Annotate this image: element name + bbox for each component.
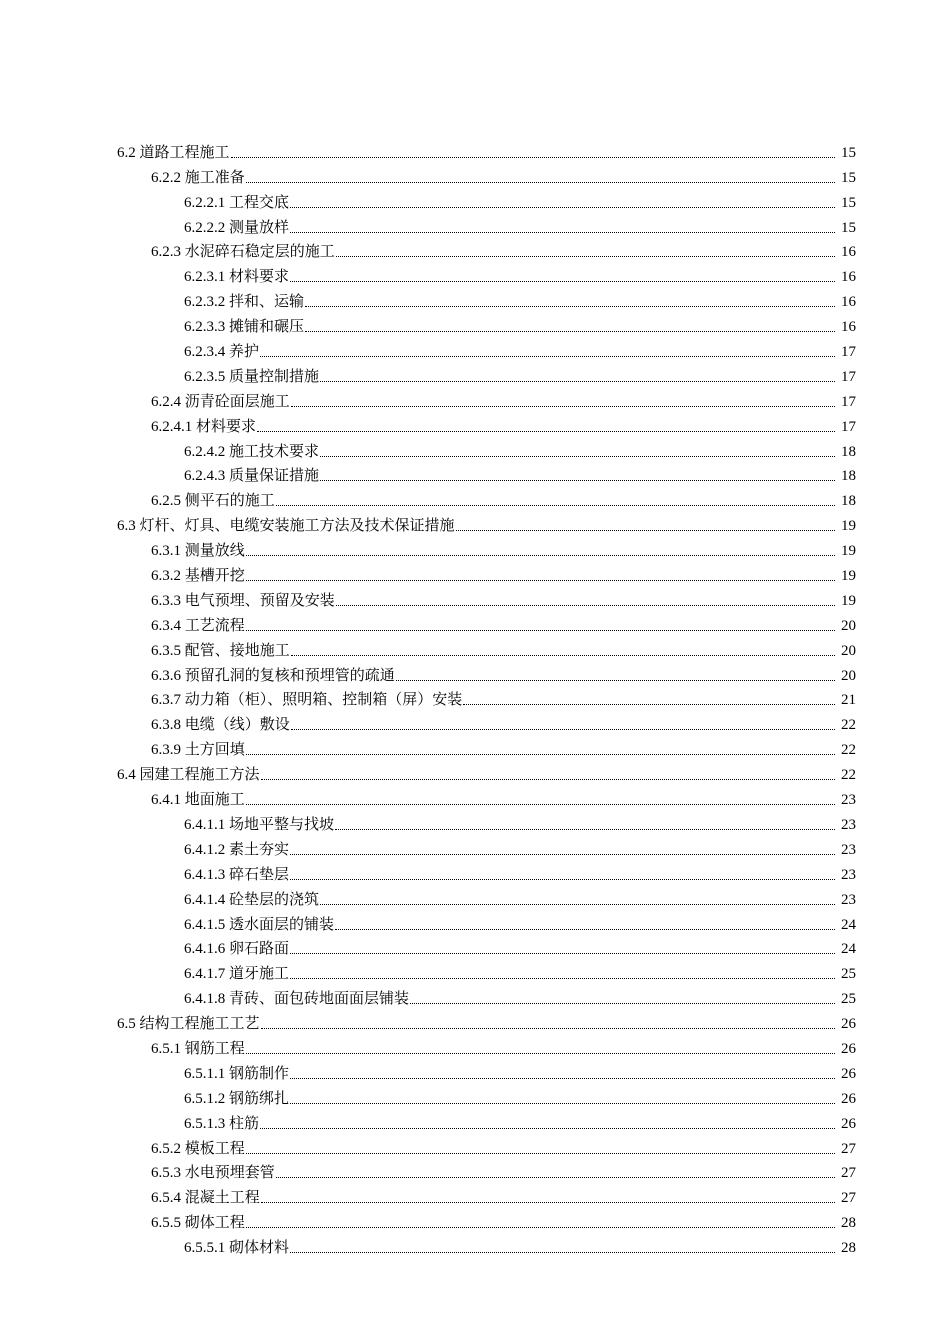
toc-entry-title: 6.5.5 砌体工程 (151, 1215, 245, 1232)
toc-entry[interactable] (0, 1036, 950, 1061)
toc-entry-page-number: 22 (841, 767, 856, 784)
toc-entry[interactable] (0, 663, 950, 688)
toc-entry-title: 6.2.4.1 材料要求 (151, 418, 257, 435)
toc-entry[interactable] (0, 812, 950, 837)
toc-entry-page-number: 20 (841, 667, 856, 684)
toc-entry-title: 6.4.1.2 素土夯实 (184, 841, 290, 858)
toc-entry[interactable] (0, 638, 950, 663)
toc-entry-title: 6.2.3.3 摊铺和碾压 (184, 319, 305, 336)
toc-entry-page-number: 24 (841, 941, 856, 958)
toc-entry[interactable] (0, 787, 950, 812)
toc-entry-title: 6.2.5 侧平石的施工 (151, 493, 275, 510)
toc-entry-title: 6.3.5 配管、接地施工 (151, 642, 290, 659)
dot-leader (261, 1027, 835, 1029)
dot-leader (290, 231, 835, 233)
table-of-contents (0, 140, 950, 1260)
toc-entry-title: 6.4.1 地面施工 (151, 792, 245, 809)
toc-entry-title: 6.2.3.5 质量控制措施 (184, 368, 320, 385)
toc-entry-title: 6.2.4 沥青砼面层施工 (151, 393, 290, 410)
toc-entry[interactable] (0, 190, 950, 215)
dot-leader (291, 405, 835, 407)
dot-leader (261, 1201, 835, 1203)
toc-entry-page-number: 26 (841, 1040, 856, 1057)
toc-entry[interactable] (0, 887, 950, 912)
toc-entry-page-number: 26 (841, 1065, 856, 1082)
dot-leader (290, 206, 835, 208)
toc-entry-title: 6.2.4.2 施工技术要求 (184, 443, 320, 460)
toc-entry-page-number: 25 (841, 966, 856, 983)
toc-entry-page-number: 17 (841, 418, 856, 435)
toc-entry[interactable] (0, 1061, 950, 1086)
toc-entry[interactable] (0, 314, 950, 339)
dot-leader (246, 753, 835, 755)
toc-entry[interactable] (0, 339, 950, 364)
dot-leader (246, 1152, 835, 1154)
dot-leader (290, 1102, 835, 1104)
toc-entry[interactable] (0, 912, 950, 937)
toc-entry-title: 6.3.1 测量放线 (151, 543, 245, 560)
toc-entry[interactable] (0, 488, 950, 513)
dot-leader (246, 181, 835, 183)
toc-entry-page-number: 26 (841, 1115, 856, 1132)
toc-entry-title: 6.4.1.6 卵石路面 (184, 941, 290, 958)
toc-entry-title: 6.2.3 水泥碎石稳定层的施工 (151, 244, 335, 261)
toc-entry[interactable] (0, 1111, 950, 1136)
dot-leader (335, 928, 835, 930)
dot-leader (290, 1251, 835, 1253)
toc-entry-title: 6.3.3 电气预埋、预留及安装 (151, 592, 335, 609)
dot-leader (260, 355, 835, 357)
toc-entry[interactable] (0, 538, 950, 563)
toc-entry-page-number: 23 (841, 792, 856, 809)
toc-entry[interactable] (0, 414, 950, 439)
dot-leader (290, 853, 835, 855)
toc-entry[interactable] (0, 240, 950, 265)
toc-entry-title: 6.2 道路工程施工 (117, 144, 230, 161)
toc-entry[interactable] (0, 464, 950, 489)
dot-leader (320, 455, 835, 457)
toc-entry-page-number: 28 (841, 1240, 856, 1257)
dot-leader (246, 1052, 835, 1054)
toc-entry-page-number: 26 (841, 1090, 856, 1107)
toc-entry-page-number: 20 (841, 617, 856, 634)
toc-entry-title: 6.3.6 预留孔洞的复核和预埋管的疏通 (151, 667, 395, 684)
toc-entry-page-number: 15 (841, 194, 856, 211)
dot-leader (290, 977, 835, 979)
dot-leader (290, 1077, 835, 1079)
toc-entry-title: 6.3.8 电缆（线）敷设 (151, 717, 290, 734)
toc-entry-page-number: 17 (841, 393, 856, 410)
toc-entry[interactable] (0, 961, 950, 986)
toc-entry-title: 6.4.1.3 碎石垫层 (184, 866, 290, 883)
toc-entry[interactable] (0, 937, 950, 962)
toc-entry[interactable] (0, 563, 950, 588)
toc-entry-title: 6.2.3.4 养护 (184, 344, 260, 361)
toc-entry[interactable] (0, 364, 950, 389)
toc-entry[interactable] (0, 1161, 950, 1186)
toc-entry-title: 6.4.1.5 透水面层的铺装 (184, 916, 335, 933)
toc-entry-page-number: 21 (841, 692, 856, 709)
toc-entry-title: 6.4.1.4 砼垫层的浇筑 (184, 891, 320, 908)
toc-entry-title: 6.4.1.8 青砖、面包砖地面面层铺装 (184, 991, 410, 1008)
toc-entry-page-number: 17 (841, 368, 856, 385)
toc-entry-title: 6.2.3.1 材料要求 (184, 269, 290, 286)
toc-entry[interactable] (0, 1086, 950, 1111)
dot-leader (305, 330, 835, 332)
toc-entry-title: 6.3.9 土方回填 (151, 742, 245, 759)
toc-entry-title: 6.5.2 模板工程 (151, 1140, 245, 1157)
toc-entry-title: 6.4.1.7 道牙施工 (184, 966, 290, 983)
toc-entry-page-number: 20 (841, 642, 856, 659)
dot-leader (257, 430, 835, 432)
toc-entry-title: 6.5.1.1 钢筋制作 (184, 1065, 290, 1082)
toc-entry-page-number: 18 (841, 468, 856, 485)
toc-entry[interactable] (0, 389, 950, 414)
toc-entry[interactable] (0, 986, 950, 1011)
toc-entry-page-number: 25 (841, 991, 856, 1008)
toc-entry-page-number: 24 (841, 916, 856, 933)
dot-leader (231, 156, 835, 158)
toc-entry[interactable] (0, 1235, 950, 1260)
toc-entry-page-number: 22 (841, 717, 856, 734)
dot-leader (456, 529, 835, 531)
toc-entry-title: 6.3.2 基槽开挖 (151, 568, 245, 585)
toc-entry-page-number: 16 (841, 244, 856, 261)
dot-leader (335, 828, 835, 830)
dot-leader (410, 1002, 835, 1004)
toc-entry[interactable] (0, 439, 950, 464)
toc-entry-page-number: 18 (841, 443, 856, 460)
toc-entry-title: 6.5.1.3 柱筋 (184, 1115, 260, 1132)
dot-leader (396, 679, 835, 681)
toc-entry-page-number: 15 (841, 219, 856, 236)
toc-entry[interactable] (0, 264, 950, 289)
toc-entry-title: 6.4.1.1 场地平整与找坡 (184, 816, 335, 833)
dot-leader (290, 878, 835, 880)
dot-leader (336, 604, 835, 606)
toc-entry[interactable] (0, 140, 950, 165)
toc-entry[interactable] (0, 737, 950, 762)
toc-entry-page-number: 15 (841, 144, 856, 161)
toc-entry-title: 6.2.4.3 质量保证措施 (184, 468, 320, 485)
dot-leader (290, 952, 835, 954)
dot-leader (291, 728, 835, 730)
toc-entry-title: 6.5.5.1 砌体材料 (184, 1240, 290, 1257)
toc-entry-page-number: 19 (841, 518, 856, 535)
toc-entry-page-number: 23 (841, 816, 856, 833)
toc-entry[interactable] (0, 588, 950, 613)
dot-leader (276, 1176, 835, 1178)
toc-entry-page-number: 15 (841, 169, 856, 186)
toc-entry-page-number: 18 (841, 493, 856, 510)
toc-entry-title: 6.5.1 钢筋工程 (151, 1040, 245, 1057)
toc-entry-page-number: 27 (841, 1165, 856, 1182)
dot-leader (246, 629, 835, 631)
dot-leader (320, 903, 835, 905)
dot-leader (276, 504, 835, 506)
dot-leader (260, 1127, 835, 1129)
toc-entry-title: 6.2.2 施工准备 (151, 169, 245, 186)
toc-entry-page-number: 16 (841, 294, 856, 311)
toc-entry-page-number: 19 (841, 543, 856, 560)
toc-entry[interactable] (0, 1210, 950, 1235)
toc-entry-title: 6.5 结构工程施工工艺 (117, 1016, 260, 1033)
dot-leader (305, 305, 835, 307)
toc-entry-page-number: 26 (841, 1016, 856, 1033)
dot-leader (246, 579, 835, 581)
toc-entry-title: 6.2.2.1 工程交底 (184, 194, 290, 211)
toc-entry-page-number: 22 (841, 742, 856, 759)
toc-entry-page-number: 19 (841, 592, 856, 609)
dot-leader (246, 554, 835, 556)
toc-entry[interactable] (0, 837, 950, 862)
toc-entry-page-number: 23 (841, 841, 856, 858)
toc-entry-title: 6.5.1.2 钢筋绑扎 (184, 1090, 290, 1107)
toc-entry[interactable] (0, 762, 950, 787)
toc-entry[interactable] (0, 215, 950, 240)
dot-leader (246, 803, 835, 805)
toc-entry-title: 6.2.3.2 拌和、运输 (184, 294, 305, 311)
toc-entry[interactable] (0, 513, 950, 538)
toc-entry-title: 6.5.4 混凝土工程 (151, 1190, 260, 1207)
toc-entry[interactable] (0, 1185, 950, 1210)
dot-leader (291, 654, 835, 656)
toc-entry-page-number: 27 (841, 1140, 856, 1157)
toc-entry-title: 6.3.7 动力箱（柜）、照明箱、控制箱（屏）安装 (151, 692, 463, 709)
toc-entry-title: 6.5.3 水电预埋套管 (151, 1165, 275, 1182)
dot-leader (246, 1226, 835, 1228)
toc-entry-page-number: 27 (841, 1190, 856, 1207)
toc-entry-page-number: 17 (841, 344, 856, 361)
toc-entry[interactable] (0, 613, 950, 638)
toc-entry-page-number: 23 (841, 866, 856, 883)
toc-entry-page-number: 16 (841, 319, 856, 336)
toc-entry-page-number: 23 (841, 891, 856, 908)
toc-entry-page-number: 19 (841, 568, 856, 585)
toc-entry[interactable] (0, 712, 950, 737)
toc-entry-title: 6.2.2.2 测量放样 (184, 219, 290, 236)
toc-entry[interactable] (0, 688, 950, 713)
toc-entry[interactable] (0, 165, 950, 190)
toc-entry[interactable] (0, 1136, 950, 1161)
toc-entry-title: 6.3 灯杆、灯具、电缆安装施工方法及技术保证措施 (117, 518, 455, 535)
dot-leader (290, 280, 835, 282)
toc-entry[interactable] (0, 289, 950, 314)
dot-leader (320, 380, 835, 382)
toc-entry-title: 6.4 园建工程施工方法 (117, 767, 260, 784)
dot-leader (261, 778, 835, 780)
toc-entry[interactable] (0, 1011, 950, 1036)
dot-leader (336, 255, 835, 257)
toc-entry[interactable] (0, 862, 950, 887)
dot-leader (463, 703, 835, 705)
dot-leader (320, 479, 835, 481)
toc-entry-page-number: 28 (841, 1215, 856, 1232)
toc-entry-title: 6.3.4 工艺流程 (151, 617, 245, 634)
toc-entry-page-number: 16 (841, 269, 856, 286)
